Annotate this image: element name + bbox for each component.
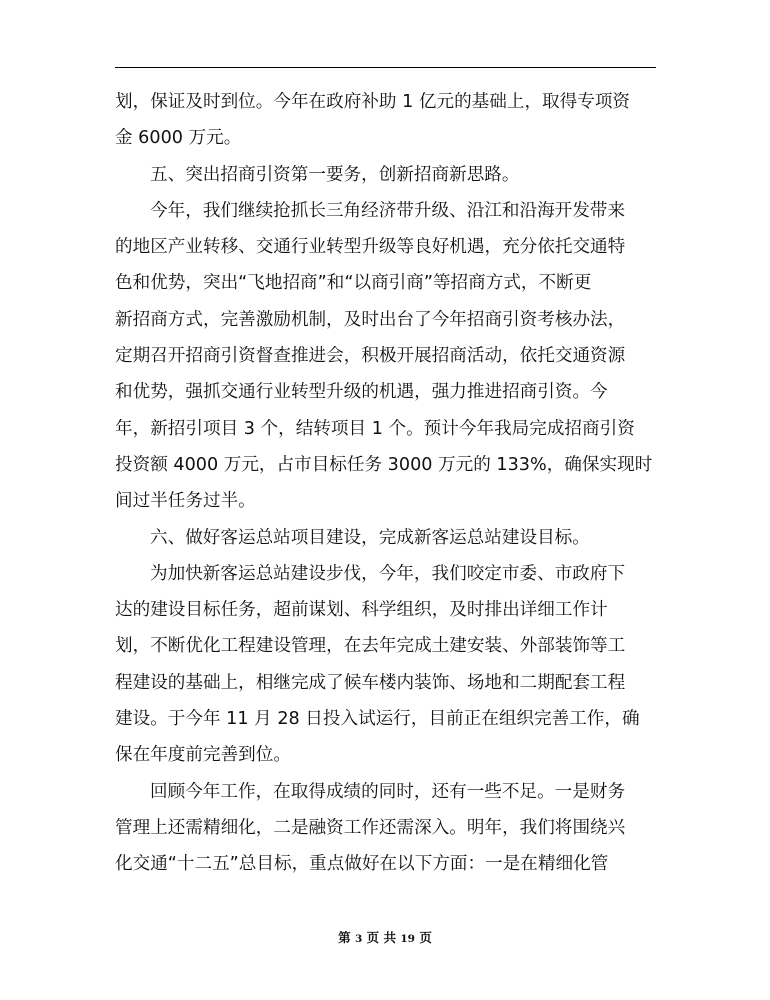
- text-line: 管理上还需精细化，二是融资工作还需深入。明年，我们将围绕兴: [115, 817, 626, 838]
- text-line: 达的建设目标任务，超前谋划、科学组织，及时排出详细工作计: [115, 600, 608, 621]
- text-line: 为加快新客运总站建设步伐，今年，我们咬定市委、市政府下: [150, 563, 626, 584]
- text-line: 划，保证及时到位。今年在政府补助 1 亿元的基础上，取得专项资: [115, 92, 631, 112]
- text-line: 新招商方式，完善激励机制，及时出台了今年招商引资考核办法，: [115, 309, 626, 330]
- text-line: 年，新招引项目 3 个，结转项目 1 个。预计今年我局完成招商引资: [115, 418, 635, 439]
- text-line: 五、突出招商引资第一要务，创新招商新思路。: [150, 164, 520, 185]
- text-line: 间过半任务过半。: [115, 491, 256, 512]
- body-text: [115, 84, 656, 883]
- text-line: 色和优势，突出“飞地招商”和“以商引商”等招商方式，不断更: [115, 273, 592, 294]
- header-rule: [115, 67, 656, 68]
- text-line: 回顾今年工作，在取得成绩的同时，还有一些不足。一是财务: [150, 781, 626, 802]
- text-line: 今年，我们继续抢抓长三角经济带升级、沿江和沿海开发带来: [150, 200, 626, 221]
- text-line: 定期召开招商引资督查推进会，积极开展招商活动，依托交通资源: [115, 346, 626, 367]
- text-line: 划，不断优化工程建设管理，在去年完成土建安装、外部装饰等工: [115, 636, 626, 657]
- text-line: 的地区产业转移、交通行业转型升级等良好机遇，充分依托交通特: [115, 237, 626, 258]
- footer-current-page: 3: [354, 933, 363, 945]
- text-line: 保在年度前完善到位。: [115, 745, 291, 766]
- footer-total-pages: 19: [400, 933, 415, 945]
- text-line: 金 6000 万元。: [115, 128, 242, 149]
- page-footer: [0, 928, 770, 946]
- text-line: 化交通“十二五”总目标，重点做好在以下方面：一是在精细化管: [115, 854, 609, 875]
- text-line: 和优势，强抓交通行业转型升级的机遇，强力推进招商引资。今: [115, 382, 608, 403]
- text-line: 建设。于今年 11 月 28 日投入试运行，目前正在组织完善工作，确: [115, 709, 640, 730]
- footer-prefix: 第: [338, 930, 351, 945]
- text-line: 六、做好客运总站项目建设，完成新客运总站建设目标。: [150, 527, 590, 548]
- footer-middle: 页 共: [366, 930, 397, 945]
- text-line: 投资额 4000 万元，占市目标任务 3000 万元的 133%，确保实现时: [115, 454, 653, 475]
- footer-suffix: 页: [419, 930, 432, 945]
- text-line: 程建设的基础上，相继完成了候车楼内装饰、场地和二期配套工程: [115, 672, 626, 693]
